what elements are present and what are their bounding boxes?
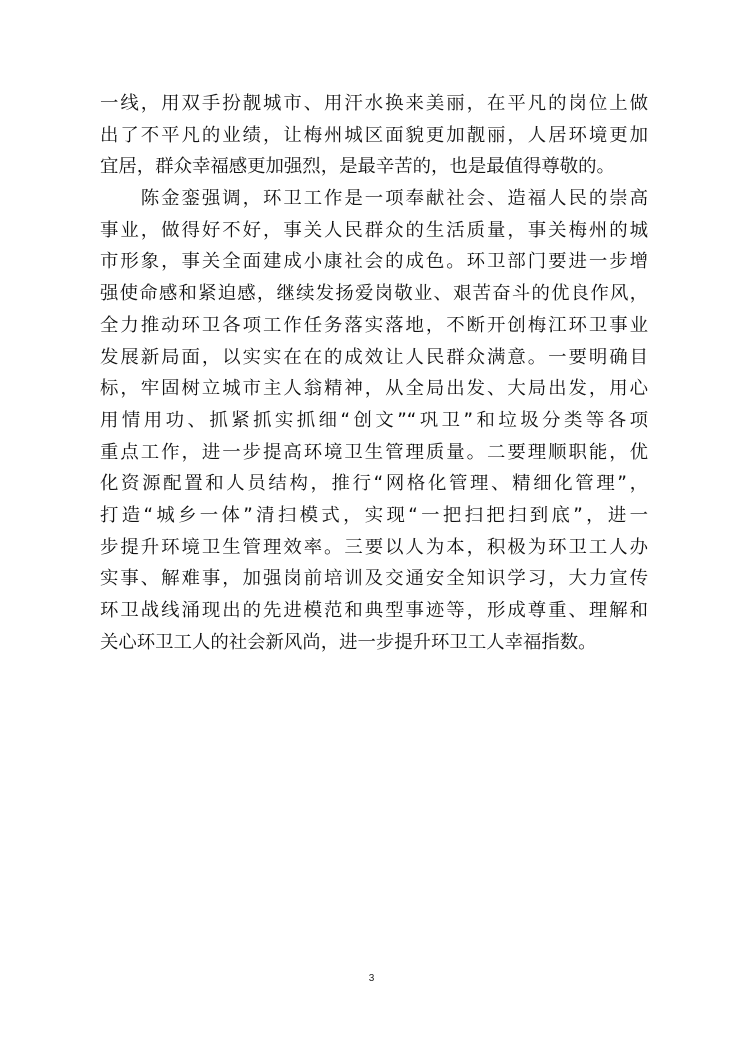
text-line: 关心环卫工人的社会新风尚，进一步提升环卫工人幸福指数。: [100, 631, 597, 653]
text-line: 标，牢固树立城市主人翁精神，从全局出发、大局出发，用心: [100, 378, 648, 400]
text-line: 全力推动环卫各项工作任务落实落地，不断开创梅江环卫事业: [100, 314, 648, 336]
text-line: 步提升环境卫生管理效率。三要以人为本，积极为环卫工人办: [100, 536, 648, 558]
text-line: 发展新局面，以实实在在的成效让人民群众满意。一要明确目: [100, 346, 648, 368]
text-line: 用情用功、抓紧抓实抓细“创文”“巩卫”和垃圾分类等各项: [100, 409, 648, 431]
text-line: 打造“城乡一体”清扫模式，实现“一把扫把扫到底”，进一: [100, 504, 648, 526]
text-line: 化资源配置和人员结构，推行“网格化管理、精细化管理”，: [100, 473, 648, 495]
text-line: 一线，用双手扮靓城市、用汗水换来美丽，在平凡的岗位上做: [100, 93, 648, 114]
text-line: 事业，做得好不好，事关人民群众的生活质量，事关梅州的城: [100, 219, 648, 241]
body-text: [100, 88, 648, 658]
text-line: 实事、解难事，加强岗前培训及交通安全知识学习，大力宣传: [100, 568, 648, 590]
text-line: 宜居，群众幸福感更加强烈，是最辛苦的，也是最值得尊敬的。: [100, 156, 615, 178]
text-line: 环卫战线涌现出的先进模范和典型事迹等，形成尊重、理解和: [100, 600, 648, 621]
text-line: 强使命感和紧迫感，继续发扬爱岗敬业、艰苦奋斗的优良作风，: [100, 283, 648, 305]
text-line: 陈金銮强调，环卫工作是一项奉献社会、造福人民的崇高: [100, 188, 648, 210]
text-line: 重点工作，进一步提高环境卫生管理质量。二要理顺职能，优: [100, 441, 648, 463]
page-number: 3: [368, 973, 375, 984]
text-line: 市形象，事关全面建成小康社会的成色。环卫部门要进一步增: [100, 251, 648, 273]
text-line: 出了不平凡的业绩，让梅州城区面貌更加靓丽，人居环境更加: [100, 124, 648, 146]
